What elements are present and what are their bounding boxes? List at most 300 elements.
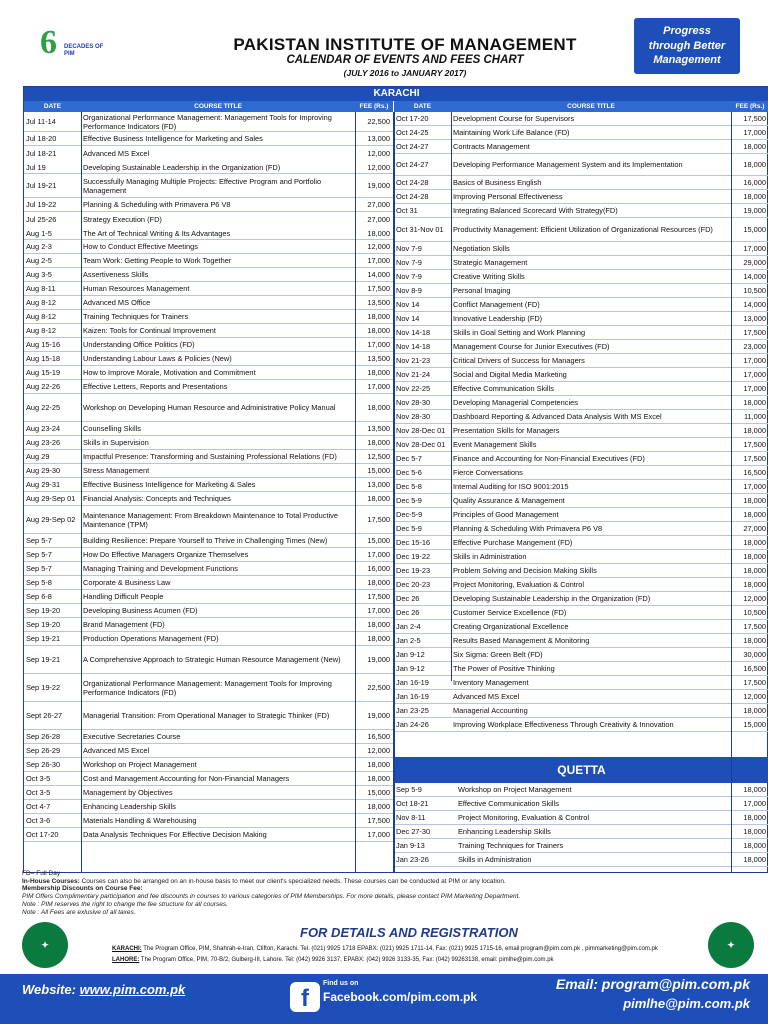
table-row bbox=[24, 366, 394, 380]
course-title: Skills in Administration bbox=[453, 552, 527, 561]
course-fee: 12,500 bbox=[367, 452, 390, 461]
course-fee: 19,000 bbox=[367, 655, 390, 664]
website-label: Website: bbox=[22, 982, 80, 997]
course-title: Problem Solving and Decision Making Skills bbox=[453, 566, 597, 575]
table-row bbox=[394, 783, 768, 797]
course-title: Project Monitoring, Evaluation & Control bbox=[458, 813, 590, 822]
page-title: PAKISTAN INSTITUTE OF MANAGEMENT bbox=[233, 35, 577, 54]
course-fee: 12,000 bbox=[743, 692, 766, 701]
course-title: Human Resources Management bbox=[83, 284, 190, 293]
course-title: Managing Training and Development Functions bbox=[83, 564, 238, 573]
lahore-address bbox=[112, 955, 712, 966]
row-date: Oct 17-20 bbox=[26, 830, 59, 839]
col-header-fee: FEE (Rs.) bbox=[731, 101, 768, 112]
course-title: Developing Performance Management System and its Implementation bbox=[453, 160, 683, 169]
course-fee: 15,000 bbox=[743, 225, 766, 234]
row-date: Nov 14 bbox=[396, 300, 420, 309]
facebook-link[interactable]: Facebook.com/pim.com.pk bbox=[323, 990, 478, 1004]
row-date: Nov 7-9 bbox=[396, 272, 422, 281]
course-fee: 12,000 bbox=[367, 242, 390, 251]
course-fee: 11,000 bbox=[743, 412, 766, 421]
col-header-course: COURSE TITLE bbox=[81, 101, 355, 112]
row-date: Jan 9-13 bbox=[396, 841, 425, 850]
course-title: Integrating Balanced Scorecard With Strategy(FD) bbox=[453, 206, 618, 215]
table-row bbox=[24, 814, 394, 828]
course-title: Personal Imaging bbox=[453, 286, 511, 295]
logo-text: DECADES OF PIM bbox=[64, 44, 104, 57]
course-title: Workshop on Developing Human Resource and Administrative Policy Manual bbox=[83, 403, 336, 412]
course-title: Production Operations Management (FD) bbox=[83, 634, 219, 643]
note-inhouse bbox=[22, 878, 752, 886]
row-date: Jul 25-26 bbox=[26, 214, 57, 224]
course-title: Dashboard Reporting & Advanced Data Analysis With MS Excel bbox=[453, 412, 662, 421]
course-fee: 14,000 bbox=[743, 300, 766, 309]
table-row bbox=[394, 718, 768, 732]
note-fd: FD= Full Day bbox=[22, 870, 61, 877]
course-title: Improving Workplace Effectiveness Through Creativity & Innovation bbox=[453, 720, 674, 729]
col-header-fee: FEE (Rs.) bbox=[355, 101, 393, 112]
course-fee: 18,000 bbox=[367, 438, 390, 447]
course-title: Results Based Management & Monitoring bbox=[453, 636, 590, 645]
row-date: Aug 15-19 bbox=[26, 368, 61, 377]
course-fee: 18,000 bbox=[743, 538, 766, 547]
course-fee: 17,500 bbox=[743, 328, 766, 337]
course-title: Enhancing Leadership Skills bbox=[458, 827, 551, 836]
course-fee: 27,000 bbox=[743, 524, 766, 533]
col-header-date: DATE bbox=[24, 101, 81, 112]
course-fee: 17,500 bbox=[367, 592, 390, 601]
badge-line: through Better bbox=[648, 39, 726, 52]
course-title: Improving Personal Effectiveness bbox=[453, 192, 563, 201]
course-title: Planning & Scheduling With Primavera P6 V8 bbox=[453, 524, 603, 533]
course-title: Advanced MS Office bbox=[83, 298, 151, 307]
table-row bbox=[24, 296, 394, 310]
table-row bbox=[24, 352, 394, 366]
course-fee: 18,000 bbox=[743, 706, 766, 715]
table-row bbox=[394, 853, 768, 867]
course-fee: 18,000 bbox=[743, 142, 766, 151]
course-fee: 18,000 bbox=[743, 398, 766, 407]
row-date: Nov 28-30 bbox=[396, 398, 431, 407]
city-label: KARACHI: bbox=[112, 946, 142, 952]
course-title: Basics of Business English bbox=[453, 178, 542, 187]
course-title: Financial Analysis: Concepts and Techniques bbox=[83, 494, 231, 503]
note-text: Note : All Fees are exlusive of all taxes. bbox=[22, 908, 136, 916]
course-fee: 12,000 bbox=[367, 746, 390, 755]
table-row bbox=[394, 797, 768, 811]
course-title: Effective Letters, Reports and Presentations bbox=[83, 382, 228, 391]
row-date: Aug 8-12 bbox=[26, 312, 56, 321]
course-title: Effective Purchase Mangement (FD) bbox=[453, 538, 573, 547]
course-fee: 18,000 bbox=[367, 578, 390, 587]
course-fee: 12,000 bbox=[743, 594, 766, 603]
course-fee: 17,000 bbox=[367, 382, 390, 391]
course-title: Customer Service Excellence (FD) bbox=[453, 608, 567, 617]
footer bbox=[0, 974, 768, 1024]
row-date: Jan 2-5 bbox=[396, 636, 421, 645]
table-row bbox=[24, 436, 394, 450]
course-fee: 22,500 bbox=[367, 117, 390, 126]
row-date: Aug 2-3 bbox=[26, 242, 52, 251]
course-title: Understanding Office Politics (FD) bbox=[83, 340, 195, 349]
course-title: Brand Management (FD) bbox=[83, 620, 165, 629]
course-fee: 18,000 bbox=[367, 802, 390, 811]
course-title: How Do Effective Managers Organize Themselves bbox=[83, 550, 249, 559]
row-date: Jan 2-4 bbox=[396, 622, 421, 631]
row-date: Sep 19-21 bbox=[26, 655, 61, 664]
table-row bbox=[24, 212, 394, 240]
row-date: Jan 24-26 bbox=[396, 720, 429, 729]
row-date: Dec 15-16 bbox=[396, 538, 431, 547]
row-date: Dec 5-7 bbox=[396, 454, 422, 463]
course-fee: 18,000 bbox=[743, 636, 766, 645]
row-date: Jul 19-21 bbox=[26, 181, 57, 190]
row-date: Sep 19-20 bbox=[26, 606, 61, 615]
table-row bbox=[24, 268, 394, 282]
course-title: Principles of Good Management bbox=[453, 510, 559, 519]
course-title: Creating Organizational Excellence bbox=[453, 622, 569, 631]
course-title: Productivity Management: Efficient Utilization of Organizational Resources (FD) bbox=[453, 225, 713, 234]
row-date: Sep 5-7 bbox=[26, 564, 52, 573]
row-date: Oct 24-25 bbox=[396, 128, 429, 137]
course-fee: 18,000 bbox=[367, 368, 390, 377]
row-date: Jul 18-20 bbox=[26, 134, 57, 143]
course-fee: 22,500 bbox=[367, 683, 390, 692]
address-text: The Program Office, PIM, Shahrah-e-Iran, Clifton, Karachi. Tel. (021) 9925 1718 EPABX: (021) 9925 1711-14, Fax: (021) 9925 1715-16, email:program@pim.com.pk , pimmarketing@pim.com.pk bbox=[141, 946, 658, 952]
slogan-badge bbox=[634, 18, 740, 74]
row-date: Dec 19-22 bbox=[396, 552, 431, 561]
course-fee: 18,000 bbox=[743, 552, 766, 561]
course-fee: 13,500 bbox=[367, 298, 390, 307]
course-title: A Comprehensive Approach to Strategic Human Resource Management (New) bbox=[83, 655, 341, 664]
row-date: Oct 3-5 bbox=[26, 774, 51, 783]
row-date: Oct 3-5 bbox=[26, 788, 51, 797]
row-date: Dec 5-8 bbox=[396, 482, 422, 491]
table-row bbox=[394, 825, 768, 839]
course-fee: 17,000 bbox=[367, 606, 390, 615]
badge-line: Progress bbox=[663, 25, 711, 37]
row-date: Nov 28-Dec 01 bbox=[396, 440, 446, 449]
course-fee: 13,000 bbox=[367, 134, 390, 143]
row-date: Jan 16-19 bbox=[396, 692, 429, 701]
row-date: Sep 5-7 bbox=[26, 550, 52, 559]
course-title: Effective Business Intelligence for Marketing and Sales bbox=[83, 134, 263, 143]
course-title: Kaizen: Tools for Continual Improvement bbox=[83, 326, 216, 335]
row-date: Aug 29 bbox=[26, 452, 50, 461]
divider bbox=[355, 112, 356, 872]
table-row bbox=[24, 576, 394, 590]
row-date: Jan 9-12 bbox=[396, 664, 425, 673]
row-date: Aug 2-5 bbox=[26, 256, 52, 265]
address-text: The Program Office, PIM, 70-B/2, Gulberg-III, Lahore. Tel: (042) 9926 3137, EPABX: (042) 9926 3133-35, Fax: (042) 99263138, email: pimlhe@pim.com.pk bbox=[139, 957, 554, 963]
course-fee: 17,500 bbox=[743, 454, 766, 463]
table-row bbox=[24, 478, 394, 492]
email-lahore[interactable]: pimlhe@pim.com.pk bbox=[623, 996, 750, 1011]
row-date: Sep 5-9 bbox=[396, 785, 422, 794]
course-title: Innovative Leadership (FD) bbox=[453, 314, 543, 323]
row-date: Nov 7-9 bbox=[396, 258, 422, 267]
table-row bbox=[24, 492, 394, 506]
find-us-label: Find us on bbox=[323, 980, 359, 987]
table-row bbox=[24, 240, 394, 254]
row-date: Aug 23-26 bbox=[26, 438, 61, 447]
course-fee: 18,000 bbox=[743, 160, 766, 169]
course-fee: 18,000 bbox=[367, 228, 390, 238]
page-subtitle: CALENDAR OF EVENTS AND FEES CHART bbox=[286, 54, 524, 66]
row-date: Sep 6-8 bbox=[26, 592, 52, 601]
course-fee: 17,000 bbox=[367, 550, 390, 559]
course-fee: 18,000 bbox=[743, 192, 766, 201]
row-date: Oct 24-28 bbox=[396, 178, 429, 187]
col-header-date: DATE bbox=[394, 101, 451, 112]
course-title: Planning & Scheduling with Primavera P6 V8 bbox=[83, 200, 231, 209]
course-fee: 17,500 bbox=[743, 440, 766, 449]
table-row bbox=[24, 324, 394, 338]
course-fee: 15,000 bbox=[743, 720, 766, 729]
course-fee: 15,000 bbox=[367, 788, 390, 797]
row-date: Aug 22-26 bbox=[26, 382, 61, 391]
course-fee: 12,000 bbox=[367, 148, 390, 158]
course-fee: 18,000 bbox=[743, 580, 766, 589]
course-fee: 27,000 bbox=[367, 214, 390, 224]
course-title: Counselling Skills bbox=[83, 424, 141, 433]
course-fee: 18,000 bbox=[367, 326, 390, 335]
course-fee: 29,000 bbox=[743, 258, 766, 267]
table-row bbox=[24, 772, 394, 786]
row-date: Aug 23-24 bbox=[26, 424, 61, 433]
table-row bbox=[24, 758, 394, 772]
course-fee: 18,000 bbox=[743, 566, 766, 575]
course-title: Developing Sustainable Leadership in the Organization (FD) bbox=[83, 162, 281, 172]
course-title: Presentation Skills for Managers bbox=[453, 426, 560, 435]
karachi-address bbox=[112, 944, 712, 955]
table-row bbox=[24, 548, 394, 562]
course-title: Advanced MS Excel bbox=[83, 148, 150, 158]
course-title: Maintenance Management: From Breakdown Maintenance to Total Productive Maintenance (TPM) bbox=[83, 510, 338, 529]
course-title: Effective Business Intelligence for Marketing & Sales bbox=[83, 480, 256, 489]
table-row bbox=[24, 744, 394, 758]
email-program[interactable]: Email: program@pim.com.pk bbox=[555, 976, 750, 992]
course-title: Effective Communication Skills bbox=[458, 799, 559, 808]
course-title: Impactful Presence: Transforming and Sustaining Professional Relations (FD) bbox=[83, 452, 337, 461]
course-title: Assertiveness Skills bbox=[83, 270, 149, 279]
row-date: Aug 29-Sep 02 bbox=[26, 515, 76, 524]
table-row bbox=[24, 730, 394, 744]
course-title: Conflict Management (FD) bbox=[453, 300, 540, 309]
course-title: Management by Objectives bbox=[83, 788, 173, 797]
row-date: Jan 23-25 bbox=[396, 706, 429, 715]
course-fee: 19,000 bbox=[367, 181, 390, 190]
row-date: Oct 4-7 bbox=[26, 802, 51, 811]
course-fee: 16,000 bbox=[743, 178, 766, 187]
table-row bbox=[24, 450, 394, 464]
note-text: Courses can also be arranged on an in-house basis to meet our client's specialized needs. These courses can be conducted at PIM or any location. bbox=[79, 877, 506, 885]
course-title: The Art of Technical Writing & Its Advantages bbox=[83, 228, 231, 238]
course-fee: 15,000 bbox=[367, 466, 390, 475]
row-date: Dec 20-23 bbox=[396, 580, 431, 589]
course-fee: 17,000 bbox=[743, 244, 766, 253]
course-title: Training Techniques for Trainers bbox=[83, 312, 189, 321]
table-row bbox=[24, 394, 394, 422]
course-fee: 18,000 bbox=[743, 827, 766, 836]
course-title: Critical Drivers of Success for Managers bbox=[453, 356, 585, 365]
row-date: Oct 24-27 bbox=[396, 142, 429, 151]
table-row bbox=[24, 534, 394, 548]
course-title: Inventory Management bbox=[453, 678, 529, 687]
course-title: Managerial Accounting bbox=[453, 706, 528, 715]
course-title: Organizational Performance Management: Management Tools for Improving Performance Indicators (FD) bbox=[83, 112, 332, 131]
course-title: Project Monitoring, Evaluation & Control bbox=[453, 580, 585, 589]
row-date: Nov 22-25 bbox=[396, 384, 431, 393]
course-title: Corporate & Business Law bbox=[83, 578, 171, 587]
row-date: Oct 18-21 bbox=[396, 799, 429, 808]
city-label: LAHORE: bbox=[112, 957, 140, 963]
row-date: Jan 23-26 bbox=[396, 855, 429, 864]
row-date: Dec 5-9 bbox=[396, 496, 422, 505]
row-date: Jan 16-19 bbox=[396, 678, 429, 687]
row-date: Aug 22-25 bbox=[26, 403, 61, 412]
row-date: Nov 8-9 bbox=[396, 286, 422, 295]
row-date: Jul 11-14 bbox=[26, 117, 56, 126]
table-row bbox=[24, 310, 394, 324]
course-title: Developing Business Acumen (FD) bbox=[83, 606, 198, 615]
course-fee: 18,000 bbox=[367, 634, 390, 643]
course-fee: 17,500 bbox=[367, 816, 390, 825]
table-row bbox=[24, 254, 394, 268]
course-fee: 17,000 bbox=[367, 340, 390, 349]
divider bbox=[731, 112, 732, 872]
course-title: Workshop on Project Management bbox=[83, 760, 197, 769]
course-title: Social and Digital Media Marketing bbox=[453, 370, 567, 379]
course-title: Managerial Transition: From Operational Manager to Strategic Thinker (FD) bbox=[83, 711, 330, 720]
course-fee: 18,000 bbox=[743, 841, 766, 850]
course-fee: 14,000 bbox=[367, 270, 390, 279]
table-row bbox=[24, 132, 394, 146]
quetta-band: QUETTA bbox=[394, 757, 768, 783]
course-title: Finance and Accounting for Non-Financial Executives (FD) bbox=[453, 454, 645, 463]
row-date: Jul 19 bbox=[26, 162, 46, 172]
table-row bbox=[394, 690, 768, 704]
table-row bbox=[24, 422, 394, 436]
course-fee: 17,000 bbox=[743, 799, 766, 808]
course-title: Workshop on Project Management bbox=[458, 785, 572, 794]
row-date: Sep 19-22 bbox=[26, 683, 61, 692]
row-date: Nov 14-18 bbox=[396, 342, 431, 351]
course-title: Negotiation Skills bbox=[453, 244, 510, 253]
row-date: Jan 9-12 bbox=[396, 650, 425, 659]
course-title: Cost and Management Accounting for Non-Financial Managers bbox=[83, 774, 290, 783]
course-fee: 13,000 bbox=[743, 314, 766, 323]
course-title: Executive Secretaries Course bbox=[83, 732, 181, 741]
course-fee: 18,000 bbox=[743, 496, 766, 505]
badge-line: Management bbox=[653, 54, 721, 66]
table-row bbox=[24, 112, 394, 132]
registration-heading: FOR DETAILS AND REGISTRATION bbox=[300, 925, 518, 940]
course-title: Team Work: Getting People to Work Together bbox=[83, 256, 232, 265]
karachi-band: KARACHI bbox=[24, 87, 768, 101]
course-fee: 14,000 bbox=[743, 272, 766, 281]
course-title: Understanding Labour Laws & Policies (New) bbox=[83, 354, 232, 363]
course-fee: 17,500 bbox=[367, 284, 390, 293]
row-date: Aug 29-30 bbox=[26, 466, 61, 475]
course-fee: 18,000 bbox=[367, 620, 390, 629]
website-link[interactable]: www.pim.com.pk bbox=[79, 982, 186, 997]
course-fee: 10,500 bbox=[743, 286, 766, 295]
row-date: Dec 26 bbox=[396, 608, 420, 617]
course-fee: 16,500 bbox=[367, 732, 390, 741]
row-date: Dec 19-23 bbox=[396, 566, 431, 575]
course-fee: 13,500 bbox=[367, 424, 390, 433]
course-title: Developing Managerial Competencies bbox=[453, 398, 578, 407]
course-title: Training Techniques for Trainers bbox=[458, 841, 564, 850]
row-date: Sep 19-20 bbox=[26, 620, 61, 629]
addresses bbox=[112, 944, 712, 966]
row-date: Dec 26 bbox=[396, 594, 420, 603]
course-fee: 17,500 bbox=[743, 622, 766, 631]
course-fee: 18,000 bbox=[367, 760, 390, 769]
course-fee: 18,000 bbox=[367, 312, 390, 321]
row-date: Dec 5-9 bbox=[396, 524, 422, 533]
table-row bbox=[24, 786, 394, 800]
table-row bbox=[394, 704, 768, 718]
course-fee: 17,000 bbox=[743, 128, 766, 137]
course-fee: 27,000 bbox=[367, 200, 390, 209]
calendar-table bbox=[23, 86, 768, 873]
course-title: Effective Communication Skills bbox=[453, 384, 554, 393]
course-title: Strategy Execution (FD) bbox=[83, 214, 162, 224]
course-title: Developing Sustainable Leadership in the Organization (FD) bbox=[453, 594, 651, 603]
table-row bbox=[24, 604, 394, 618]
note-text: PIM Offers Complimentary participation and fee discounts in courses to various categories of PIM Memberships. For more details, please contact PIM Marketing Department. bbox=[22, 893, 521, 901]
row-date: Aug 29-Sep 01 bbox=[26, 494, 76, 503]
divider bbox=[81, 112, 82, 872]
facebook-icon[interactable]: f bbox=[290, 982, 320, 1012]
pakistan-emblem-icon: ✦ bbox=[22, 922, 68, 968]
row-date: Jul 18-21 bbox=[26, 148, 57, 158]
note-text: Note : PIM reserves the right to change the fee structure for all courses. bbox=[22, 900, 228, 908]
course-fee: 18,000 bbox=[367, 403, 390, 412]
row-date: Aug 8-12 bbox=[26, 326, 56, 335]
government-seal-icon: ✦ bbox=[708, 922, 754, 968]
course-title: Strategic Management bbox=[453, 258, 528, 267]
course-fee: 17,000 bbox=[367, 256, 390, 265]
row-date: Nov 28-Dec 01 bbox=[396, 426, 446, 435]
course-title: Data Analysis Techniques For Effective Decision Making bbox=[83, 830, 267, 839]
course-title: Event Management Skills bbox=[453, 440, 537, 449]
table-row bbox=[24, 702, 394, 730]
course-title: Materials Handling & Warehousing bbox=[83, 816, 197, 825]
row-date: Aug 15-18 bbox=[26, 354, 61, 363]
course-fee: 18,000 bbox=[743, 785, 766, 794]
course-fee: 13,500 bbox=[367, 354, 390, 363]
table-row bbox=[394, 839, 768, 853]
table-row bbox=[24, 674, 394, 702]
course-fee: 16,500 bbox=[743, 468, 766, 477]
course-fee: 18,000 bbox=[367, 494, 390, 503]
row-date: Nov 28-30 bbox=[396, 412, 431, 421]
course-fee: 19,000 bbox=[743, 206, 766, 215]
row-date: Oct 17-20 bbox=[396, 114, 429, 123]
row-date: Aug 3-5 bbox=[26, 270, 52, 279]
course-title: Management Course for Junior Executives (FD) bbox=[453, 342, 610, 351]
course-fee: 18,000 bbox=[743, 426, 766, 435]
course-title: Organizational Performance Management: Management Tools for Improving Performance Indicators (FD) bbox=[83, 678, 332, 697]
row-date: Aug 8-11 bbox=[26, 284, 56, 293]
course-fee: 17,000 bbox=[743, 356, 766, 365]
table-row bbox=[24, 464, 394, 478]
table-row bbox=[24, 632, 394, 646]
row-date: Sep 26-28 bbox=[26, 732, 61, 741]
